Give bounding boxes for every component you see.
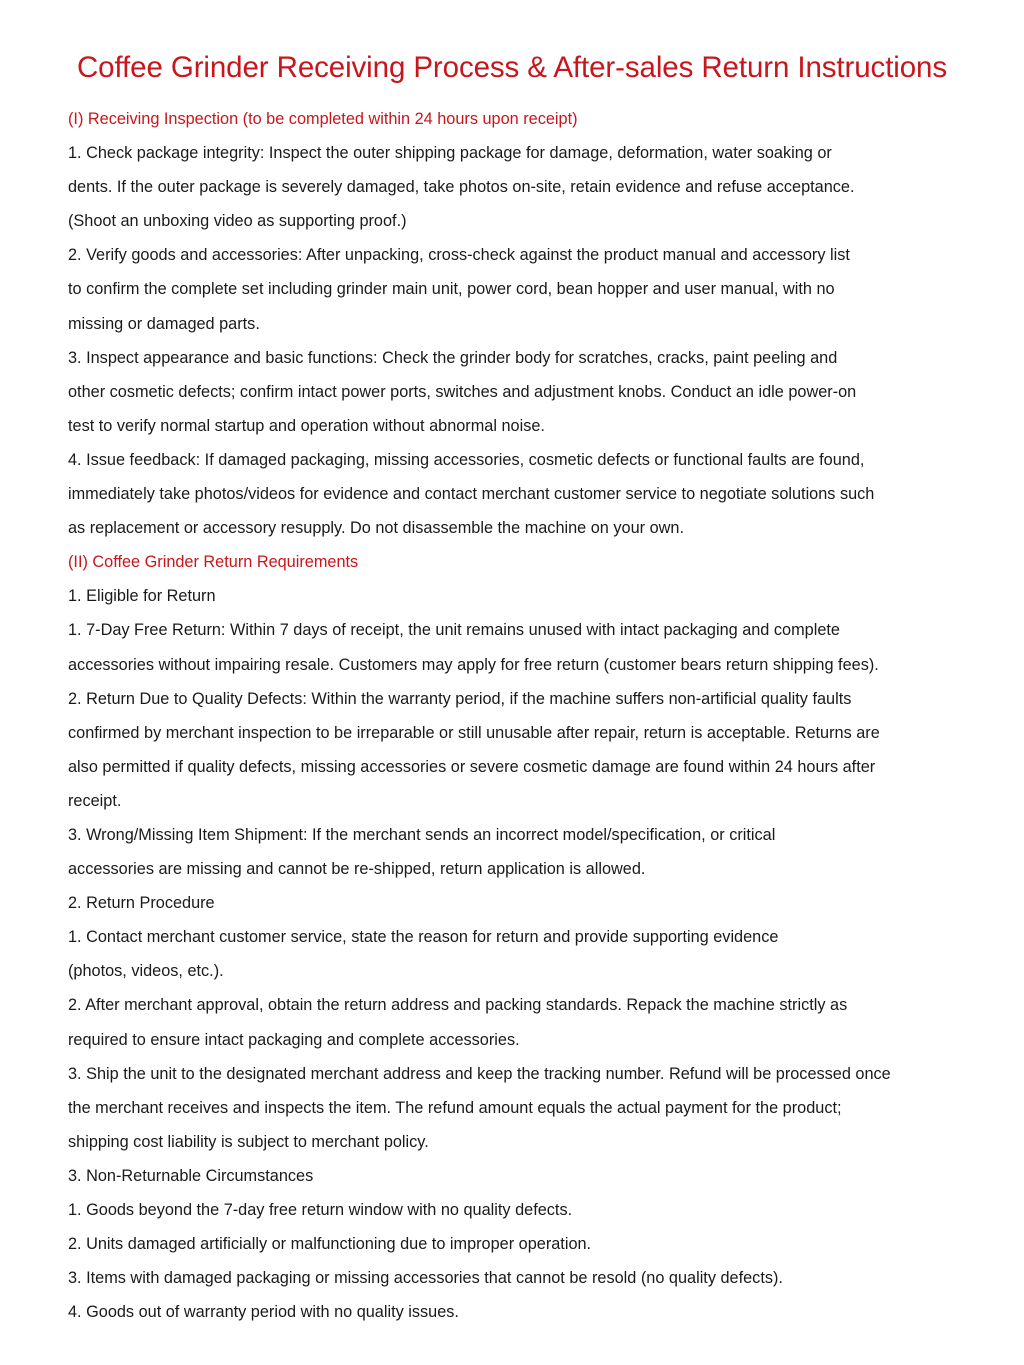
text-line: 2. After merchant approval, obtain the return address and packing standards. Repack the machine strictly as [68, 996, 848, 1015]
text-line: 1. Goods beyond the 7-day free return window with no quality defects. [68, 1201, 573, 1219]
text-line: other cosmetic defects; confirm intact power ports, switches and adjustment knobs. Conduct an idle power-on [68, 382, 857, 401]
text-line: accessories are missing and cannot be re-shipped, return application is allowed. [68, 860, 646, 879]
text-line: 1. Eligible for Return [68, 587, 216, 606]
text-line: immediately take photos/videos for evidence and contact merchant customer service to negotiate solutions such [68, 485, 875, 504]
text-line: confirmed by merchant inspection to be irreparable or still unusable after repair, return is acceptable. Returns are [68, 723, 880, 742]
text-line: dents. If the outer package is severely damaged, take photos on-site, retain evidence and refuse acceptance. [68, 178, 855, 197]
text-line: (photos, videos, etc.). [68, 962, 224, 981]
text-line: (Shoot an unboxing video as supporting proof.) [68, 212, 407, 231]
text-line: as replacement or accessory resupply. Do not disassemble the machine on your own. [68, 519, 684, 538]
text-line: 3. Non-Returnable Circumstances [68, 1166, 314, 1185]
text-line: shipping cost liability is subject to merchant policy. [68, 1132, 429, 1151]
text-line: 3. Ship the unit to the designated merchant address and keep the tracking number. Refund will be processed once [68, 1064, 891, 1083]
section-heading: (I) Receiving Inspection (to be completed within 24 hours upon receipt) [68, 110, 578, 128]
text-line: 2. Units damaged artificially or malfunctioning due to improper operation. [68, 1235, 592, 1254]
text-line: 1. Contact merchant customer service, state the reason for return and provide supporting evidence [68, 928, 779, 947]
text-line: required to ensure intact packaging and complete accessories. [68, 1030, 520, 1049]
text-line: accessories without impairing resale. Customers may apply for free return (customer bears return shipping fees). [68, 655, 879, 674]
text-line: 3. Inspect appearance and basic functions: Check the grinder body for scratches, cracks, paint peeling and [68, 348, 838, 367]
text-line: 3. Items with damaged packaging or missing accessories that cannot be resold (no quality defects). [68, 1269, 783, 1288]
text-line: test to verify normal startup and operation without abnormal noise. [68, 416, 545, 435]
page-title: Coffee Grinder Receiving Process & After-sales Return Instructions [76, 51, 948, 84]
text-line: 4. Issue feedback: If damaged packaging, missing accessories, cosmetic defects or functional faults are found, [68, 450, 865, 469]
text-line: 1. 7-Day Free Return: Within 7 days of receipt, the unit remains unused with intact packaging and complete [68, 621, 840, 640]
document-body [68, 102, 1008, 1329]
text-line: missing or damaged parts. [68, 314, 260, 333]
text-line: 2. Return Due to Quality Defects: Within the warranty period, if the machine suffers non-artificial quality faults [68, 689, 852, 708]
text-line: also permitted if quality defects, missing accessories or severe cosmetic damage are found within 24 hours after [68, 757, 876, 776]
text-line: 4. Goods out of warranty period with no quality issues. [68, 1303, 459, 1322]
text-line: 2. Verify goods and accessories: After unpacking, cross-check against the product manual and accessory list [68, 246, 850, 265]
section-heading: (II) Coffee Grinder Return Requirements [68, 553, 359, 572]
text-line: the merchant receives and inspects the item. The refund amount equals the actual payment for the product; [68, 1098, 842, 1117]
text-line: receipt. [68, 791, 122, 810]
text-line: 2. Return Procedure [68, 894, 215, 913]
text-line: 1. Check package integrity: Inspect the outer shipping package for damage, deformation, water soaking or [68, 144, 832, 163]
text-line: 3. Wrong/Missing Item Shipment: If the merchant sends an incorrect model/specification, or critical [68, 825, 776, 844]
text-line: to confirm the complete set including grinder main unit, power cord, bean hopper and user manual, with no [68, 280, 835, 299]
